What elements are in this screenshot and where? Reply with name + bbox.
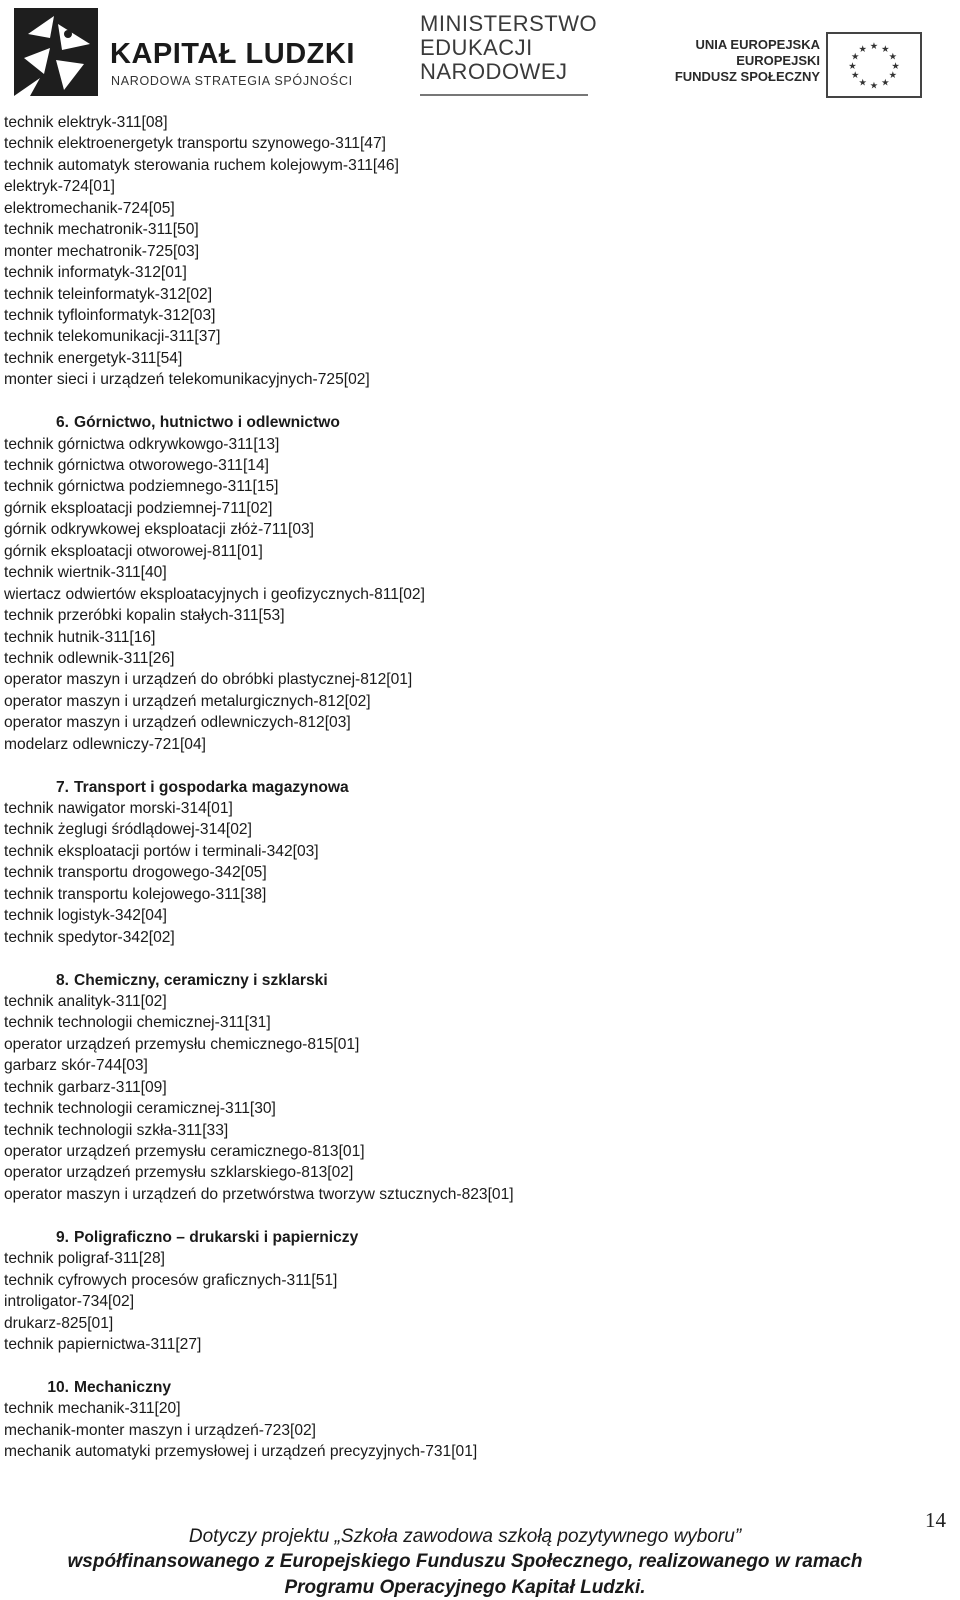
svg-text:★: ★	[858, 43, 867, 55]
list-item: górnik eksploatacji podziemnej-711[02]	[4, 499, 273, 517]
kapital-ludzki-logo	[10, 4, 360, 100]
list-item: technik górnictwa odkrywkowgo-311[13]	[4, 435, 280, 453]
list-item: technik nawigator morski-314[01]	[4, 800, 233, 817]
list-item: technik elektroenergetyk transportu szynowego-311[47]	[4, 135, 386, 153]
men-line-1: MINISTERSTWO	[420, 11, 598, 36]
svg-text:★: ★	[851, 51, 860, 63]
intro-list	[4, 112, 904, 391]
list-item: introligator-734[02]	[4, 1293, 135, 1311]
section-gap	[4, 755, 904, 776]
footer-line-2: współfinansowanego z Europejskiego Funduszu Społecznego, realizowanego w ramach	[67, 1551, 863, 1572]
section-number: 7.	[55, 778, 69, 796]
list-item: technik tyfloinformatyk-312[03]	[4, 306, 216, 324]
ministerstwo-edukacji-logo	[420, 12, 600, 102]
list-item: technik spedytor-342[02]	[4, 928, 175, 946]
svg-text:★: ★	[888, 51, 897, 63]
list-item: technik przeróbki kopalin stałych-311[53]	[4, 607, 285, 625]
list-item: monter sieci i urządzeń telekomunikacyjnych-725[02]	[4, 371, 370, 389]
list-item: technik odlewnik-311[26]	[4, 649, 175, 667]
section-heading	[4, 1227, 904, 1248]
list-item: technik logistyk-342[04]	[4, 907, 167, 925]
list-item: technik transportu drogowego-342[05]	[4, 864, 267, 882]
list-item: technik garbarz-311[09]	[4, 1078, 167, 1096]
svg-text:★: ★	[891, 60, 900, 72]
list-item: technik informatyk-312[01]	[4, 264, 187, 282]
list-item: operator urządzeń przemysłu szklarskiego-813[02]	[4, 1164, 354, 1182]
svg-text:★: ★	[851, 70, 860, 82]
list-item: technik górnictwa podziemnego-311[15]	[4, 478, 279, 496]
ue-line-3: FUNDUSZ SPOŁECZNY	[674, 69, 820, 84]
kapital-ludzki-title: KAPITAŁ LUDZKI	[110, 38, 355, 70]
ue-line-1: UNIA EUROPEJSKA	[695, 37, 820, 52]
section-gap	[4, 391, 904, 412]
list-item: technik energetyk-311[54]	[4, 349, 183, 367]
svg-text:★: ★	[858, 77, 867, 89]
men-line-3: NARODOWEJ	[420, 59, 568, 84]
list-item: operator maszyn i urządzeń odlewniczych-812[03]	[4, 714, 351, 732]
list-item: technik teleinformatyk-312[02]	[4, 285, 213, 303]
list-item: technik telekomunikacji-311[37]	[4, 328, 221, 346]
section-number: 8.	[55, 971, 69, 989]
list-item: technik papiernictwa-311[27]	[4, 1335, 202, 1353]
section-title: Transport i gospodarka magazynowa	[74, 778, 349, 796]
svg-text:★: ★	[881, 77, 890, 89]
list-item: operator maszyn i urządzeń do przetwórstwa tworzyw sztucznych-823[01]	[4, 1185, 514, 1203]
footer-line-1: Dotyczy projektu „Szkoła zawodowa szkołą pozytywnego wyboru”	[188, 1526, 742, 1547]
section-gap	[4, 1355, 904, 1376]
list-item: operator urządzeń przemysłu ceramicznego-813[01]	[4, 1143, 365, 1160]
eu-flag-icon	[826, 32, 922, 98]
list-item: mechanik-monter maszyn i urządzeń-723[02]	[4, 1421, 317, 1439]
section-title: Górnictwo, hutnictwo i odlewnictwo	[74, 414, 340, 432]
list-item: technik eksploatacji portów i terminali-342[03]	[4, 842, 319, 860]
ue-text	[675, 37, 820, 85]
svg-text:★: ★	[881, 43, 890, 55]
section-heading	[4, 970, 904, 991]
kapital-ludzki-subtitle: NARODOWA STRATEGIA SPÓJNOŚCI	[111, 74, 353, 88]
list-item: technik żeglugi śródlądowej-314[02]	[4, 821, 252, 839]
list-item: technik hutnik-311[16]	[4, 628, 156, 646]
section-title: Mechaniczny	[74, 1378, 172, 1396]
page-number: 14	[925, 1508, 946, 1532]
list-item: elektromechanik-724[05]	[4, 199, 175, 217]
footer-line-3: Programu Operacyjnego Kapitał Ludzki.	[284, 1577, 646, 1598]
section-title: Chemiczny, ceramiczny i szklarski	[74, 971, 328, 989]
sections	[4, 391, 904, 1463]
section-gap	[4, 948, 904, 969]
list-item: technik górnictwa otworowego-311[14]	[4, 457, 269, 474]
list-item: wiertacz odwiertów eksploatacyjnych i geofizycznych-811[02]	[4, 585, 425, 603]
section-gap	[4, 1205, 904, 1226]
list-item: drukarz-825[01]	[4, 1314, 114, 1332]
svg-text:★: ★	[888, 70, 897, 82]
document-body	[4, 112, 904, 1463]
list-item: elektryk-724[01]	[4, 178, 115, 196]
list-item: technik elektryk-311[08]	[4, 114, 168, 131]
kapital-ludzki-emblem-icon	[10, 4, 102, 100]
list-item: modelarz odlewniczy-721[04]	[4, 735, 206, 753]
svg-text:★: ★	[869, 80, 879, 92]
section-number: 10.	[47, 1378, 69, 1396]
list-item: technik analityk-311[02]	[4, 992, 167, 1010]
list-item: technik automatyk sterowania ruchem kolejowym-311[46]	[4, 156, 399, 174]
list-item: technik technologii szkła-311[33]	[4, 1121, 229, 1139]
document-footer	[0, 1500, 960, 1600]
list-item: monter mechatronik-725[03]	[4, 242, 200, 260]
unia-europejska-logo	[674, 32, 952, 102]
list-item: technik transportu kolejowego-311[38]	[4, 885, 267, 903]
list-item: technik technologii ceramicznej-311[30]	[4, 1100, 276, 1118]
list-item: technik mechatronik-311[50]	[4, 221, 199, 239]
svg-text:★: ★	[848, 60, 857, 72]
list-item: górnik eksploatacji otworowej-811[01]	[4, 542, 263, 560]
men-line-2: EDUKACJI	[420, 35, 533, 60]
list-item: mechanik automatyki przemysłowej i urządzeń precyzyjnych-731[01]	[4, 1443, 478, 1461]
section-number: 9.	[55, 1228, 69, 1246]
list-item: operator urządzeń przemysłu chemicznego-815[01]	[4, 1035, 360, 1053]
list-item: technik cyfrowych procesów graficznych-311[51]	[4, 1271, 338, 1289]
section-title: Poligraficzno – drukarski i papierniczy	[74, 1228, 359, 1246]
list-item: operator maszyn i urządzeń do obróbki plastycznej-812[01]	[4, 671, 413, 689]
section-heading	[4, 1377, 904, 1398]
list-item: operator maszyn i urządzeń metalurgicznych-812[02]	[4, 692, 371, 710]
list-item: górnik odkrywkowej eksploatacji złóż-711[03]	[4, 521, 315, 539]
section-number: 6.	[55, 414, 69, 432]
ue-line-2: EUROPEJSKI	[736, 53, 820, 68]
men-divider	[420, 94, 588, 96]
list-item: technik wiertnik-311[40]	[4, 564, 167, 582]
list-item: technik technologii chemicznej-311[31]	[4, 1014, 271, 1032]
section-heading	[4, 412, 904, 433]
svg-text:★: ★	[869, 41, 879, 53]
list-item: technik poligraf-311[28]	[4, 1250, 165, 1268]
section-heading	[4, 777, 904, 798]
list-item: technik mechanik-311[20]	[4, 1400, 181, 1418]
document-header	[0, 0, 960, 110]
list-item: garbarz skór-744[03]	[4, 1057, 148, 1075]
